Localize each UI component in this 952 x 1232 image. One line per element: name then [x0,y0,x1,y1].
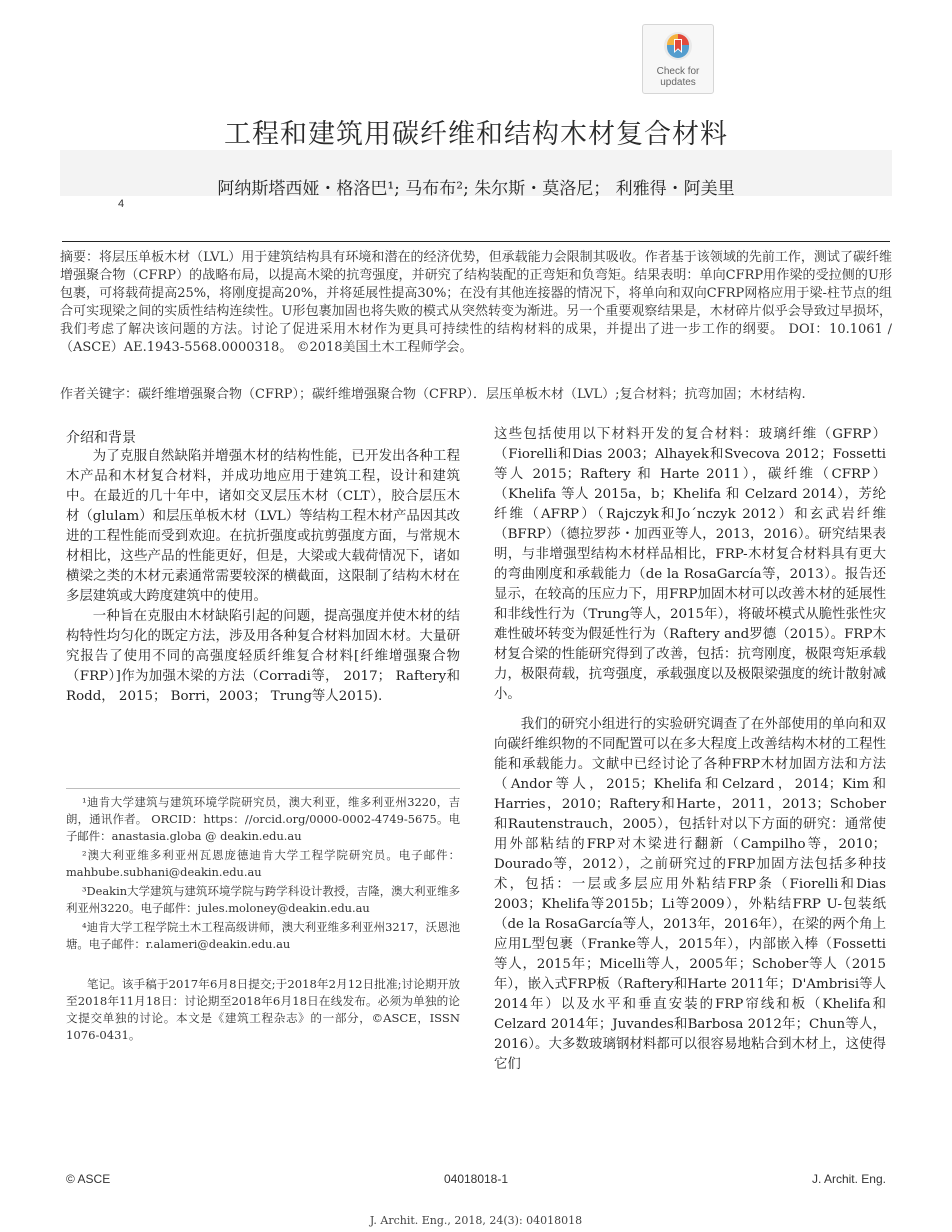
footnotes [66,794,460,955]
paragraph-gap [494,705,886,715]
footnote: ¹迪肯大学建筑与建筑环境学院研究员，澳大利亚，维多利亚州3220，吉朗，通讯作者。 ORCID：https：//orcid.org/0000-0002-4749-5675。电子邮件：anastasia.globa @ deakin.edu.au [66,795,460,843]
body-paragraph: 为了克服自然缺陷并增强木材的结构性能，已开发出各种工程木产品和木材复合材料，并成功地应用于建筑工程，设计和建筑中。在最近的几十年中，诸如交叉层压木材（CLT），胶合层压木材（glulam）和层压单板木材（LVL）等结构工程木材产品因其改进的工程性能而受到欢迎。在抗折强度或抗剪强度方面，与常规木材相比，这些产品的性能更好，但是，大梁或大载荷情况下，诸如横梁之类的木材元素通常需要较深的横截面，这限制了结构木材在多层建筑或大跨度建筑中的使用。 [66,449,460,604]
check-for-updates-icon [663,31,693,61]
body-paragraph: 一种旨在克服由木材缺陷引起的问题，提高强度并使木材的结构特性均匀化的既定方法，涉及用各种复合材料加固木材。大量研究报告了使用不同的高强度轻质纤维复合材料[纤维增强聚合物（FRP）]作为加强木梁的方法（Corradi等， 2017； Raftery和Rodd， 2015； Borri，2003； Trung等人2015). [66,609,460,704]
left-column [66,447,460,707]
paper-title: 工程和建筑用碳纤维和结构木材复合材料 [224,119,728,150]
author-keywords: 作者关键字：碳纤维增强聚合物（CFRP）；碳纤维增强聚合物（CFRP）．层压单板木材（LVL）;复合材料；抗弯加固；木材结构. [60,387,806,402]
footer-page-id: 04018018-1 [443,1172,509,1186]
body-paragraph: 我们的研究小组进行的实验研究调查了在外部使用的单向和双向碳纤维织物的不同配置可以在多大程度上改善结构木材的工程性能和承载能力。文献中已经讨论了各种FRP木材加固方法和方法（Andor等人，2015；Khelifa和Celzard，2014；Kim和Harries，2010；Raftery和Harte，2011，2013；Schober和Rautenstrauch，2005），包括针对以下方面的研究：通常使用外部粘结的FRP对木梁进行翻新（Campilho等，2010；Dourado等，2012），之前研究过的FRP加固方法包括多种技术，包括：一层或多层应用外粘结FRP条（Fiorelli和Dias 2003；Khelifa等2015b；Li等2009），外粘结FRP U-包装纸（de la RosaGarcía等人，2013年，2016年），在梁的两个角上应用L型包裹（Franke等人，2015年），内部嵌入棒（Fossetti等人，2015年；Micelli等人，2005年；Schober等人（2015年），嵌入式FRP板（Raftery和Harte 2011年；D'Ambrisi等人2014年）以及水平和垂直安装的FRP帘线和板（Khelifa和Celzard 2014年；Juvandes和Barbosa 2012年；Chun等人，2016）。大多数玻璃钢材料都可以很容易地粘合到木材上，这使得它们 [494,717,886,1072]
footer-copyright: © ASCE [66,1172,111,1186]
section-heading: 介绍和背景 [66,430,136,446]
submission-note: 笔记。该手稿于2017年6月8日提交;于2018年2月12日批准;讨论期开放至2018年11月18日：讨论期至2018年6月18日在线发布。必须为单独的论文提交单独的讨论。本文是《建筑工程杂志》的一部分，©ASCE，ISSN 1076-0431。 [66,977,460,1042]
header-rule [62,241,890,242]
badge-caption-line1: Check for [656,66,700,77]
footnote: ²澳大利亚维多利亚州瓦恩庞德迪肯大学工程学院研究员。电子邮件：mahbube.subhani@deakin.edu.au [66,848,460,879]
check-for-updates-badge[interactable] [642,24,714,94]
body-paragraph: 这些包括使用以下材料开发的复合材料：玻璃纤维（GFRP）（Fiorelli和Dias 2003；Alhayek和Svecova 2012；Fossetti 等人 2015；Raftery 和 Harte 2011），碳纤维（CFRP）（Khelifa 等人 2015a，b；Khelifa 和 Celzard 2014），芳纶纤维（AFRP）（Rajczyk和Jo´nczyk 2012）和玄武岩纤维（BFRP）（德拉罗莎・加西亚等人，2013，2016）。研究结果表明，与非增强型结构木材样品相比，FRP-木材复合材料具有更大的弯曲刚度和承载能力（de la RosaGarcía等，2013）。报告还显示，在较高的压应力下，用FRP加固木材可以改善木材的延展性和非线性行为（Trung等人，2015年），将破坏模式从脆性张性灾难性破坏转变为假延性行为（Raftery and罗德（2015）。FRP木材复合梁的性能研究得到了改善，包括：抗弯刚度，极限弯矩承载力，极限荷载，抗弯强度，承载强度以及极限梁强度的统计散射减小。 [494,427,886,702]
author-list: 阿纳斯塔西娅・格洛巴¹; 马布布²; 朱尔斯・莫洛尼； 利雅得・阿美里 [217,179,735,199]
badge-caption-line2: updates [660,77,696,88]
footnote: ³Deakin大学建筑与建筑环境学院与跨学科设计教授，吉隆，澳大利亚维多利亚州3220。电子邮件：jules.moloney@deakin.edu.au [66,884,460,915]
right-column [494,425,886,1075]
footer-journal: J. Archit. Eng. [811,1172,886,1186]
check-for-updates-caption [643,66,713,88]
footnote: ⁴迪肯大学工程学院土木工程高级讲师，澳大利亚维多利亚州3217，沃恩池塘。电子邮件：r.alameri@deakin.edu.au [66,920,460,951]
footnote-rule [66,788,460,789]
abstract: 摘要：将层压单板木材（LVL）用于建筑结构具有环境和潜在的经济优势，但承载能力会限制其吸收。作者基于该领域的先前工作，测试了碳纤维增强聚合物（CFRP）的战略布局，以提高木梁的抗弯强度，并研究了结构装配的正弯矩和负弯矩。结果表明：单向CFRP用作梁的受拉侧的U形包裹，可将载荷提高25%，将刚度提高20%，并将延展性提高30%；在没有其他连接器的情况下，将单向和双向CFRP网格应用于梁-柱节点的组合可实现梁之间的实质性结构连续性。U形包裹加固也将失败的模式从突然转变为渐进。另一个重要观察结果是，木材碎片似乎会导致过早损坏，我们考虑了解决该问题的方法。讨论了促进采用木材作为更具可持续性的结构材料的成果，并提出了进一步工作的纲要。 DOI：10.1061 /（ASCE）AE.1943-5568.0000318。 ©2018美国土木工程师学会。 [60,250,892,355]
citation-line: J. Archit. Eng., 2018, 24(3): 04018018 [369,1214,583,1227]
author-superscript: 4 [118,198,125,210]
